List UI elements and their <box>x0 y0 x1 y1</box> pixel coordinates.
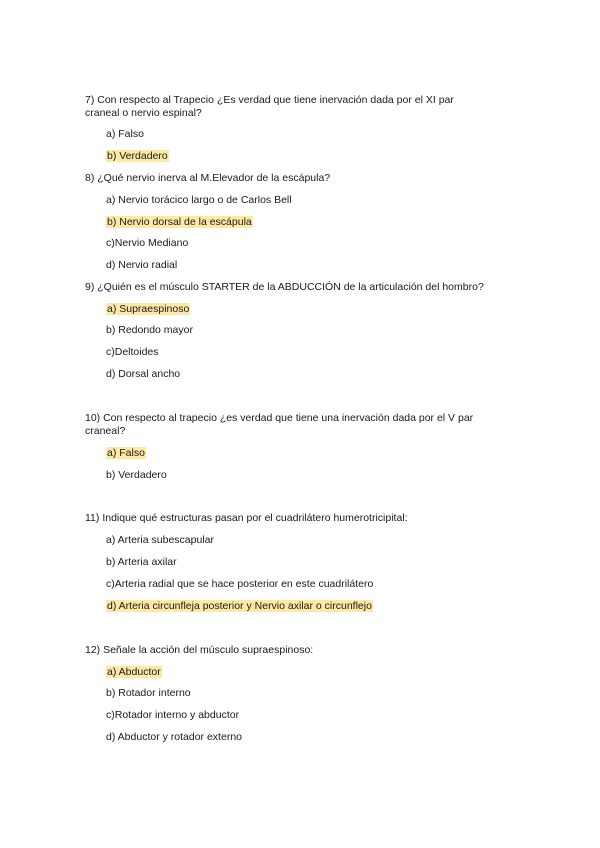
question-11-option-d <box>106 600 373 613</box>
option-label: d) Nervio radial <box>106 259 178 271</box>
question-8-option-d <box>106 259 177 272</box>
option-label: c)Arteria radial que se hace posterior en este cuadrilátero <box>106 578 374 590</box>
option-label: d) Abductor y rotador externo <box>106 731 242 743</box>
question-8-option-a <box>106 194 292 207</box>
question-12-option-c <box>106 709 239 722</box>
question-9-option-c <box>106 346 159 359</box>
option-label: c)Deltoides <box>106 346 159 358</box>
correct-answer-highlight: b) Verdadero <box>107 150 168 162</box>
option-label: b) Verdadero <box>106 469 167 481</box>
question-11-option-c <box>106 578 373 591</box>
question-11-text: 11) Indique qué estructuras pasan por el cuadrilátero humerotricipital: <box>85 512 408 524</box>
option-label: c)Rotador interno y abductor <box>106 709 240 721</box>
question-9-option-d <box>106 368 180 381</box>
question-7-text-line-2: craneal o nervio espinal? <box>85 107 202 119</box>
question-7-text-line-1: 7) Con respecto al Trapecio ¿Es verdad que tiene inervación dada por el XI par <box>85 94 454 106</box>
question-12-text: 12) Señale la acción del músculo supraespinoso: <box>85 644 314 656</box>
question-11-option-a <box>106 534 214 547</box>
option-label: c)Nervio Mediano <box>106 237 189 249</box>
question-12-option-a <box>106 666 162 679</box>
option-label: a) Arteria subescapular <box>106 534 214 546</box>
question-9-option-a <box>106 303 190 316</box>
question-10-text-line-1: 10) Con respecto al trapecio ¿es verdad que tiene una inervación dada por el V par <box>85 412 474 424</box>
question-9-option-b <box>106 324 193 337</box>
correct-answer-highlight: d) Arteria circunfleja posterior y Nervio axilar o circunflejo <box>107 600 372 612</box>
question-7-option-a <box>106 128 144 141</box>
correct-answer-highlight: a) Falso <box>107 447 145 459</box>
correct-answer-highlight: a) Supraespinoso <box>107 303 190 315</box>
option-label: b) Rotador interno <box>106 687 191 699</box>
question-8-text: 8) ¿Qué nervio inerva al M.Elevador de la escápula? <box>85 172 331 184</box>
option-label: b) Redondo mayor <box>106 324 193 336</box>
question-11-option-b <box>106 556 177 569</box>
question-12-option-b <box>106 687 191 700</box>
option-label: a) Falso <box>106 128 144 140</box>
option-label: a) Nervio torácico largo o de Carlos Bell <box>106 194 292 206</box>
question-9-text: 9) ¿Quién es el músculo STARTER de la ABDUCCIÓN de la articulación del hombro? <box>85 281 484 293</box>
question-10-option-b <box>106 469 167 482</box>
question-10-option-a <box>106 447 146 460</box>
correct-answer-highlight: b) Nervio dorsal de la escápula <box>107 216 252 228</box>
question-12-option-d <box>106 731 242 744</box>
question-8-option-c <box>106 237 188 250</box>
question-7-option-b <box>106 150 169 163</box>
option-label: b) Arteria axilar <box>106 556 177 568</box>
correct-answer-highlight: a) Abductor <box>107 666 161 678</box>
option-label: d) Dorsal ancho <box>106 368 181 380</box>
question-10-text-line-2: craneal? <box>85 425 126 437</box>
question-8-option-b <box>106 216 253 229</box>
